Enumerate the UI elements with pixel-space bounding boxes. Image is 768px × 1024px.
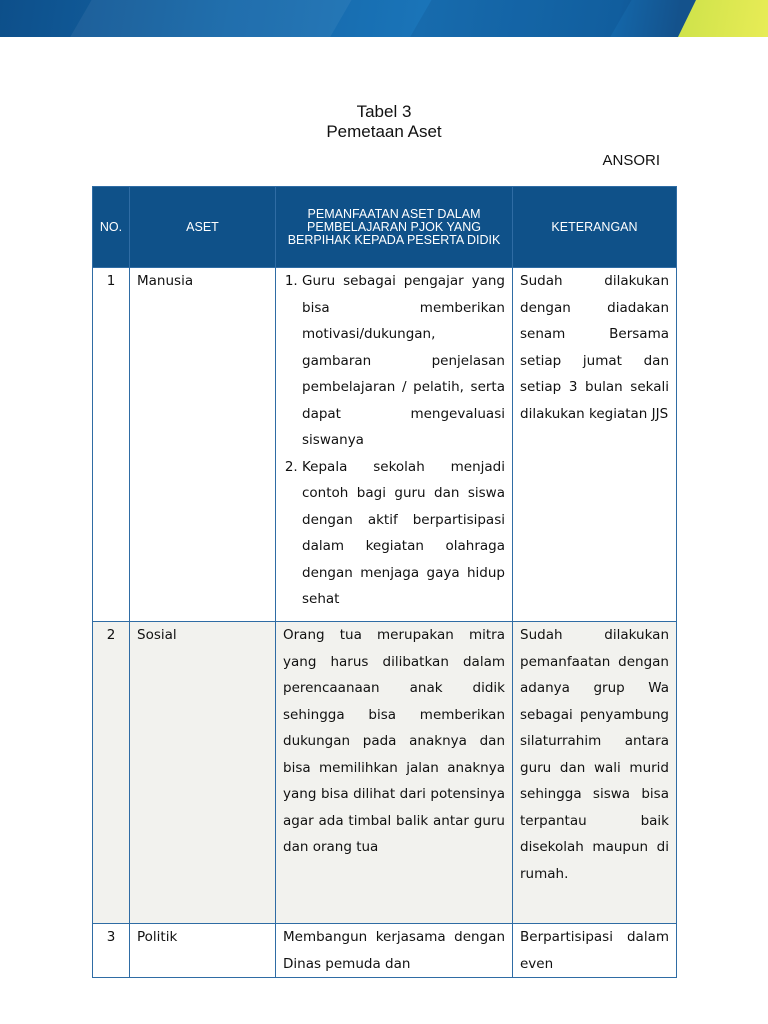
pemanfaatan-list	[283, 268, 505, 613]
asset-mapping-table	[92, 186, 677, 978]
header-no: NO.	[93, 187, 130, 268]
cell-no: 1	[93, 268, 130, 622]
author-name: ANSORI	[602, 152, 660, 169]
cell-no: 2	[93, 622, 130, 924]
header-banner	[0, 0, 768, 37]
table-title: Pemetaan Aset	[326, 122, 442, 141]
table-row	[93, 622, 677, 924]
cell-aset: Politik	[130, 924, 276, 978]
table-caption	[0, 102, 768, 142]
table-row	[93, 924, 677, 978]
cell-keterangan: Berpartisipasi dalam even	[513, 924, 677, 978]
table-row	[93, 268, 677, 622]
cell-aset: Sosial	[130, 622, 276, 924]
cell-no: 3	[93, 924, 130, 978]
table-header-row	[93, 187, 677, 268]
cell-keterangan: Sudah dilakukan dengan diadakan senam Bersama setiap jumat dan setiap 3 bulan sekali dilakukan kegiatan JJS	[513, 268, 677, 622]
cell-pemanfaatan	[276, 268, 513, 622]
list-item: 1. Guru sebagai pengajar yang bisa memberikan motivasi/dukungan, gambaran penjelasan pembelajaran / pelatih, serta dapat mengevaluasi siswanya	[302, 268, 505, 454]
header-aset: ASET	[130, 187, 276, 268]
cell-pemanfaatan: Orang tua merupakan mitra yang harus dilibatkan dalam perencaanaan anak didik sehingga bisa memberikan dukungan pada anaknya dan bisa memilihkan jalan anaknya yang bisa dilihat dari potensinya agar ada timbal balik antar guru dan orang tua	[276, 622, 513, 924]
header-pemanfaatan: PEMANFAATAN ASET DALAM PEMBELAJARAN PJOK YANG BERPIHAK KEPADA PESERTA DIDIK	[276, 187, 513, 268]
table-label: Tabel 3	[356, 102, 412, 121]
cell-keterangan: Sudah dilakukan pemanfaatan dengan adanya grup Wa sebagai penyambung silaturrahim antara guru dan wali murid sehingga siswa bisa terpantau baik disekolah maupun di rumah.	[513, 622, 677, 924]
list-item: 2. Kepala sekolah menjadi contoh bagi guru dan siswa dengan aktif berpartisipasi dalam kegiatan olahraga dengan menjaga gaya hidup sehat	[302, 454, 505, 613]
cell-aset: Manusia	[130, 268, 276, 622]
banner-stripe	[57, 0, 363, 37]
banner-accent	[678, 0, 768, 37]
header-keterangan: KETERANGAN	[513, 187, 677, 268]
banner-stripe	[397, 0, 643, 37]
cell-pemanfaatan: Membangun kerjasama dengan Dinas pemuda dan	[276, 924, 513, 978]
